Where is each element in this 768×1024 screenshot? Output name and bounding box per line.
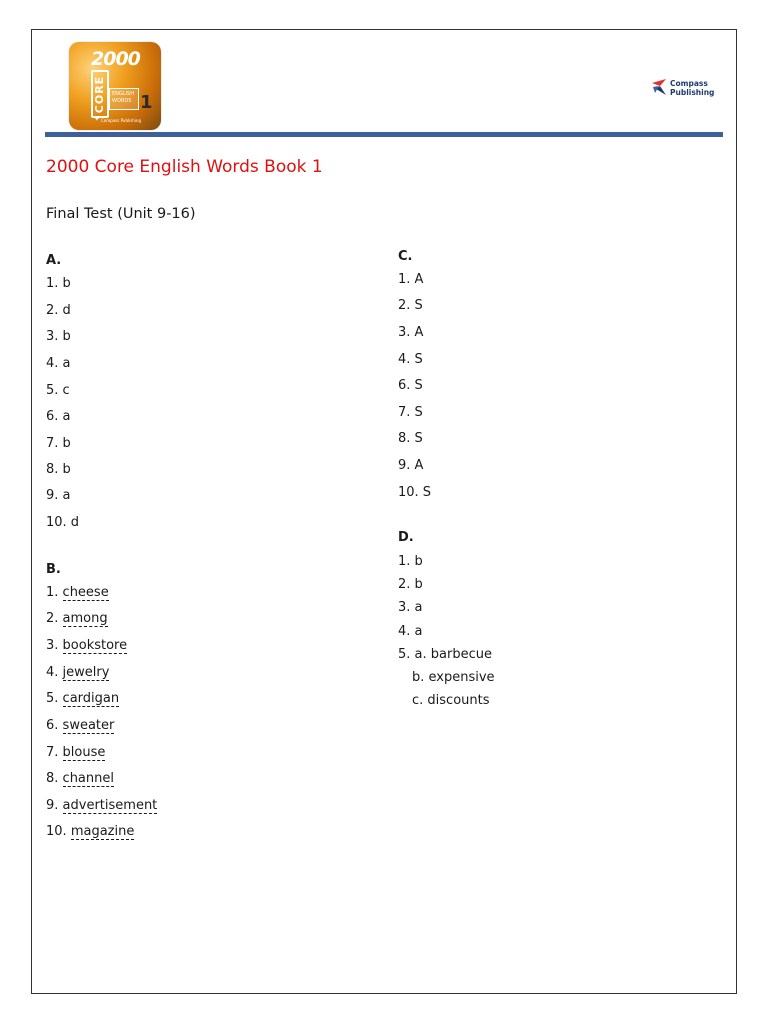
answer-d-5a: 5. a. barbecue — [398, 647, 492, 662]
logo-text — [670, 79, 714, 97]
answer-a-9: 9. a — [46, 488, 71, 503]
answer-c-10: 10. S — [398, 485, 432, 500]
answer-b-2-number: 2. — [46, 611, 59, 626]
logo-line1: Compass — [670, 79, 708, 88]
header-divider — [45, 132, 723, 137]
star-icon: ✦ — [94, 115, 100, 123]
answer-a-7: 7. b — [46, 436, 71, 451]
book-cover-image — [69, 42, 161, 130]
compass-logo-icon — [651, 77, 667, 97]
answer-c-4: 4. S — [398, 352, 423, 367]
answer-d-3: 3. a — [398, 600, 423, 615]
answer-b-7-number: 7. — [46, 745, 59, 760]
answer-b-6-word: sweater — [62, 718, 115, 733]
answer-a-10: 10. d — [46, 515, 80, 530]
answer-b-3 — [46, 638, 127, 653]
answer-b-7-word: blouse — [62, 745, 106, 760]
answer-b-9 — [46, 798, 157, 813]
answer-b-6-number: 6. — [46, 718, 59, 733]
answer-d-1: 1. b — [398, 554, 423, 569]
answer-b-5-number: 5. — [46, 691, 59, 706]
answer-c-8: 8. S — [398, 431, 423, 446]
section-a-heading: A. — [46, 253, 62, 268]
answer-b-8-word: channel — [62, 771, 114, 786]
section-b-heading: B. — [46, 562, 61, 577]
answer-b-4-number: 4. — [46, 665, 59, 680]
cover-english-words — [109, 88, 139, 110]
cover-words: WORDS — [112, 98, 132, 104]
logo-line2: Publishing — [670, 88, 715, 97]
answer-b-6 — [46, 718, 114, 733]
answer-b-7 — [46, 745, 105, 760]
cover-volume: 1 — [140, 92, 153, 113]
answer-b-10-word: magazine — [70, 824, 135, 839]
section-d-heading: D. — [398, 530, 414, 545]
answer-d-5b: b. expensive — [412, 670, 495, 685]
answer-b-8 — [46, 771, 114, 786]
answer-b-4 — [46, 665, 109, 680]
answer-c-6: 6. S — [398, 378, 423, 393]
answer-b-9-number: 9. — [46, 798, 59, 813]
answer-b-4-word: jewelry — [62, 665, 110, 680]
answer-b-3-word: bookstore — [62, 638, 128, 653]
answer-b-1-word: cheese — [62, 585, 109, 600]
answer-b-9-word: advertisement — [62, 798, 158, 813]
section-c-heading: C. — [398, 249, 413, 264]
answer-b-1 — [46, 585, 109, 600]
compass-publishing-logo — [651, 77, 721, 97]
answer-b-10 — [46, 824, 134, 839]
answer-b-2-word: among — [62, 611, 108, 626]
answer-b-3-number: 3. — [46, 638, 59, 653]
cover-core-text: CORE — [93, 75, 107, 114]
answer-a-5: 5. c — [46, 383, 70, 398]
answer-b-8-number: 8. — [46, 771, 59, 786]
answer-a-6: 6. a — [46, 409, 71, 424]
test-subtitle: Final Test (Unit 9-16) — [46, 206, 196, 222]
answer-c-3: 3. A — [398, 325, 424, 340]
answer-d-5c: c. discounts — [412, 693, 490, 708]
answer-a-1: 1. b — [46, 276, 71, 291]
answer-d-4: 4. a — [398, 624, 423, 639]
cover-english: ENGLISH — [112, 91, 134, 97]
answer-b-5 — [46, 691, 119, 706]
document-title: 2000 Core English Words Book 1 — [46, 157, 323, 177]
answer-b-2 — [46, 611, 108, 626]
answer-c-9: 9. A — [398, 458, 424, 473]
answer-a-4: 4. a — [46, 356, 71, 371]
answer-d-2: 2. b — [398, 577, 423, 592]
answer-c-2: 2. S — [398, 298, 423, 313]
answer-b-10-number: 10. — [46, 824, 67, 839]
cover-number: 2000 — [91, 48, 140, 70]
answer-b-5-word: cardigan — [62, 691, 120, 706]
answer-a-3: 3. b — [46, 329, 71, 344]
cover-publisher-text: Compass Publishing — [101, 118, 142, 123]
cover-core-box — [91, 70, 109, 118]
answer-a-2: 2. d — [46, 303, 71, 318]
answer-c-1: 1. A — [398, 272, 424, 287]
answer-a-8: 8. b — [46, 462, 71, 477]
answer-c-7: 7. S — [398, 405, 423, 420]
answer-b-1-number: 1. — [46, 585, 59, 600]
cover-publisher — [94, 115, 142, 123]
